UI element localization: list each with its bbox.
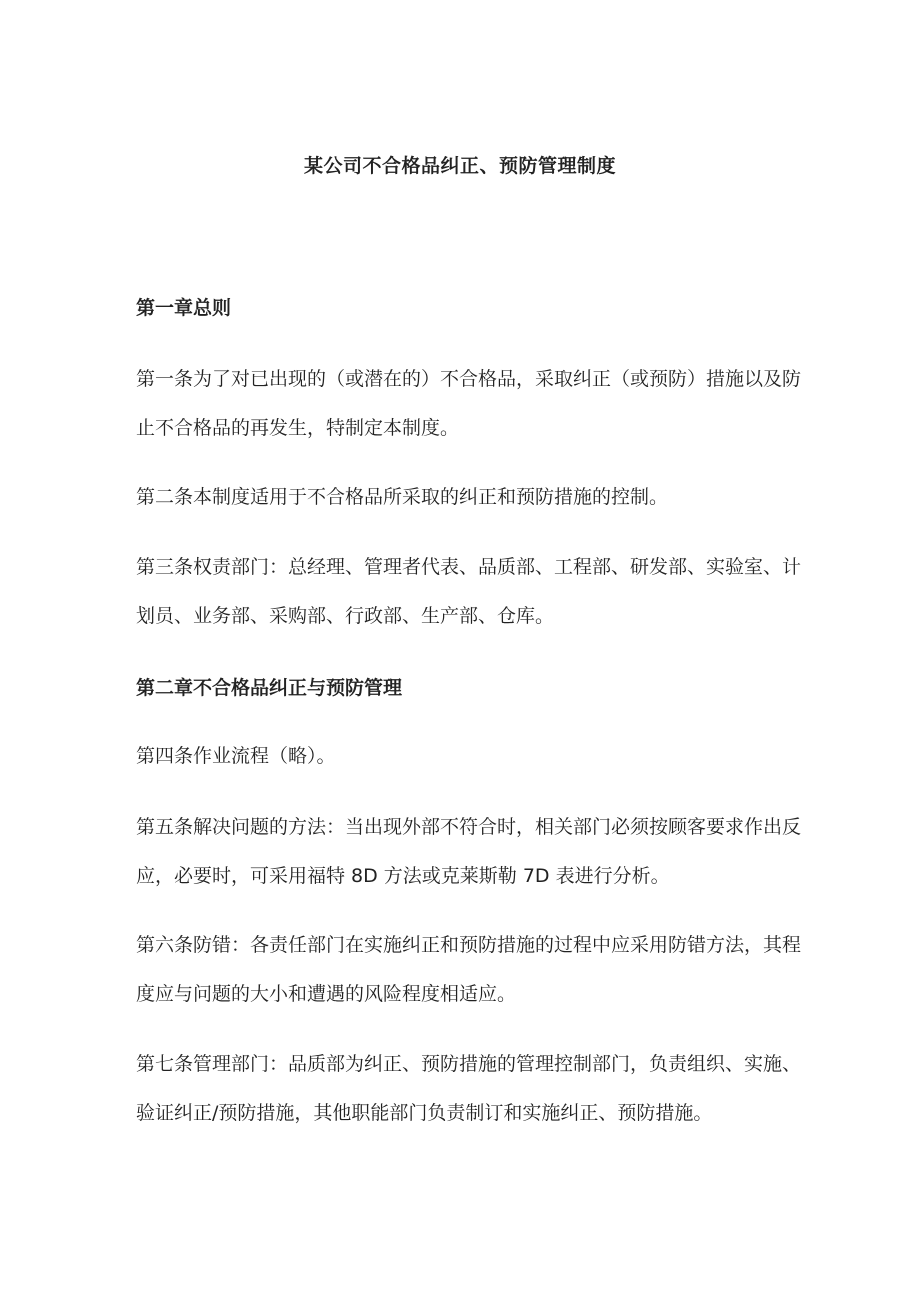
article-2: 第二条本制度适用于不合格品所采取的纠正和预防措施的控制。	[136, 486, 669, 508]
article-1: 第一条为了对已出现的（或潜在的）不合格品，采取纠正（或预防）措施以及防止不合格品的再发生，特制定本制度。	[136, 368, 802, 439]
article-3: 第三条权责部门：总经理、管理者代表、品质部、工程部、研发部、实验室、计划员、业务部、采购部、行政部、生产部、仓库。	[136, 556, 802, 627]
chapter-heading-2: 第二章不合格品纠正与预防管理	[136, 677, 403, 699]
article-6: 第六条防错：各责任部门在实施纠正和预防措施的过程中应采用防错方法，其程度应与问题的大小和遭遇的风险程度相适应。	[136, 934, 802, 1005]
article-4: 第四条作业流程（略）。	[136, 745, 336, 767]
chapter-heading-1: 第一章总则	[136, 297, 232, 319]
article-5: 第五条解决问题的方法：当出现外部不符合时，相关部门必须按顾客要求作出反应，必要时，可采用福特 8D 方法或克莱斯勒 7D 表进行分析。	[136, 816, 802, 887]
article-7: 第七条管理部门：品质部为纠正、预防措施的管理控制部门，负责组织、实施、验证纠正/预防措施，其他职能部门负责制订和实施纠正、预防措施。	[136, 1053, 802, 1124]
document-title: 某公司不合格品纠正、预防管理制度	[303, 155, 616, 177]
